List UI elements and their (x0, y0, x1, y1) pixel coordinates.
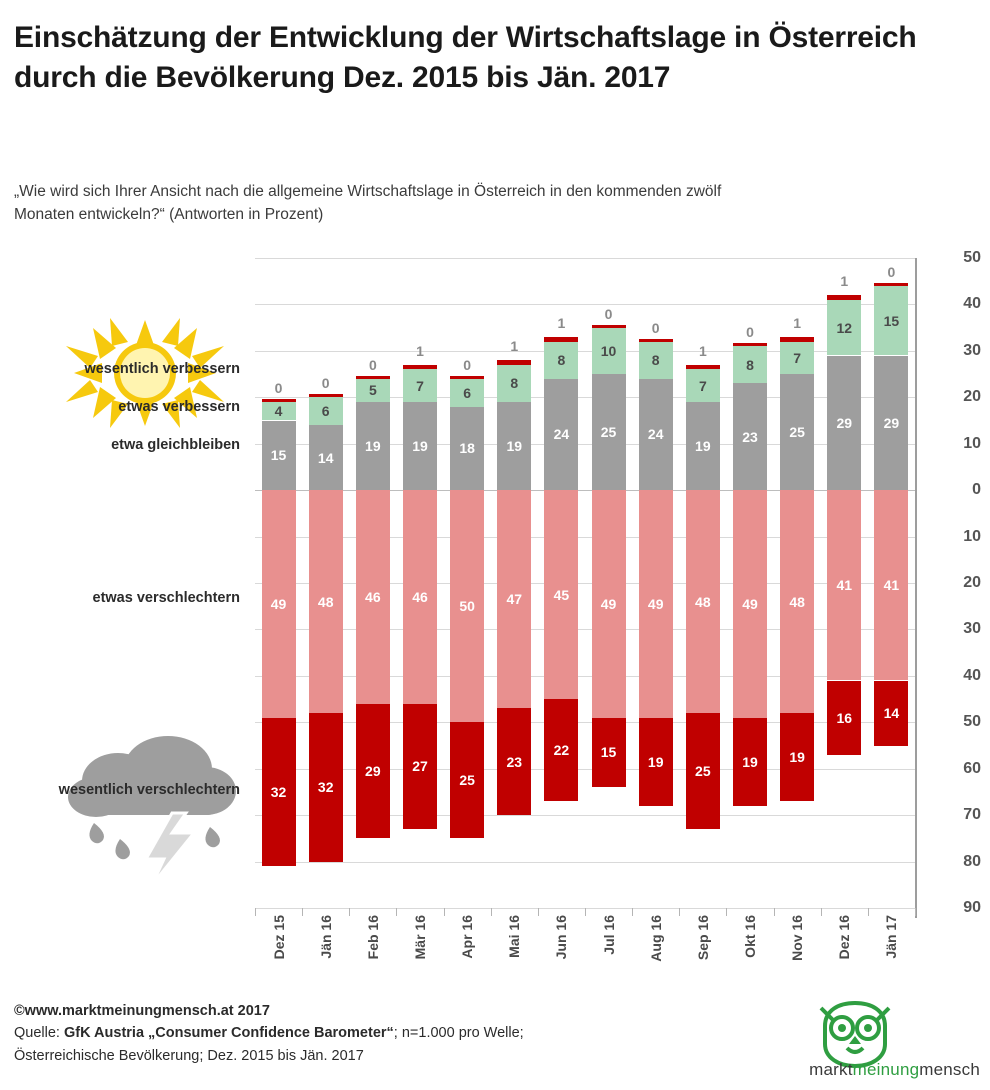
value-label-wesentlich-verbessern: 0 (463, 356, 472, 373)
value-label-wesentlich-verschlechtern: 19 (789, 749, 805, 766)
y-tick-label: 80 (963, 852, 981, 870)
value-label-etwas-verschlechtern: 46 (365, 588, 381, 605)
value-label-gleichbleiben: 25 (789, 424, 805, 441)
value-label-wesentlich-verbessern: 0 (274, 379, 283, 396)
value-label-etwas-verbessern: 8 (557, 352, 566, 369)
value-label-etwas-verbessern: 8 (510, 375, 519, 392)
value-label-gleichbleiben: 19 (412, 438, 428, 455)
legend-label-etwas-verbessern: etwas verbessern (118, 399, 240, 415)
y-tick-label: 40 (963, 666, 981, 684)
footer-source-suffix: ; n=1.000 pro Welle; (393, 1025, 524, 1042)
segment-wesentlich-verbessern (686, 365, 720, 370)
bar-column (544, 258, 578, 908)
segment-wesentlich-verbessern (874, 283, 908, 286)
logo-wordmark (735, 1060, 980, 1080)
value-label-wesentlich-verbessern: 1 (510, 338, 519, 355)
segment-wesentlich-verbessern (356, 376, 390, 379)
value-label-etwas-verschlechtern: 49 (742, 595, 758, 612)
y-tick-label: 50 (963, 713, 981, 731)
value-label-etwas-verbessern: 7 (416, 377, 424, 394)
value-label-gleichbleiben: 25 (600, 424, 617, 441)
x-tick-label: Jän 16 (317, 915, 334, 959)
segment-wesentlich-verbessern (262, 399, 296, 402)
legend-label-wesentlich-verschlechtern: wesentlich verschlechtern (58, 782, 240, 798)
value-label-wesentlich-verbessern: 1 (840, 273, 849, 290)
value-label-etwas-verbessern: 7 (793, 349, 802, 366)
logo-part3: mensch (919, 1060, 980, 1079)
footer-source (14, 1022, 714, 1044)
segment-wesentlich-verbessern (827, 295, 861, 300)
y-tick-label: 10 (963, 527, 981, 545)
bar-column (309, 258, 343, 908)
bar-column (450, 258, 484, 908)
value-label-gleichbleiben: 24 (553, 426, 570, 443)
y-tick-label: 20 (963, 388, 981, 406)
value-label-gleichbleiben: 15 (270, 447, 287, 464)
value-label-etwas-verschlechtern: 50 (459, 598, 475, 615)
value-label-wesentlich-verbessern: 0 (887, 263, 896, 280)
value-label-etwas-verbessern: 7 (698, 377, 707, 394)
x-tick-label: Mai 16 (506, 915, 523, 958)
value-label-gleichbleiben: 14 (317, 449, 334, 466)
value-label-etwas-verschlechtern: 45 (553, 586, 570, 603)
bar-column (356, 258, 390, 908)
x-tick-label: Nov 16 (789, 915, 806, 961)
value-label-wesentlich-verbessern: 1 (698, 342, 707, 359)
value-label-wesentlich-verschlechtern: 19 (742, 753, 758, 770)
plot-area (255, 258, 915, 908)
value-label-gleichbleiben: 24 (647, 426, 664, 443)
value-label-etwas-verschlechtern: 47 (506, 591, 523, 608)
value-label-wesentlich-verschlechtern: 23 (506, 753, 523, 770)
value-label-etwas-verbessern: 8 (746, 356, 754, 373)
value-label-wesentlich-verbessern: 1 (416, 342, 424, 359)
y-tick-label: 30 (963, 341, 981, 359)
value-label-etwas-verbessern: 5 (368, 382, 377, 399)
value-label-wesentlich-verbessern: 0 (321, 375, 330, 392)
value-label-gleichbleiben: 19 (506, 438, 523, 455)
segment-wesentlich-verbessern (403, 365, 437, 370)
logo-part1: markt (809, 1060, 853, 1079)
segment-wesentlich-verbessern (544, 337, 578, 342)
value-label-etwas-verschlechtern: 48 (695, 593, 711, 610)
segment-wesentlich-verbessern (733, 343, 767, 346)
y-tick-label: 30 (963, 620, 981, 638)
y-axis-tick-labels (915, 249, 985, 918)
value-label-wesentlich-verschlechtern: 16 (836, 709, 853, 726)
segment-wesentlich-verbessern (309, 394, 343, 397)
value-label-gleichbleiben: 19 (695, 438, 711, 455)
x-tick-label: Dez 16 (836, 915, 853, 960)
segment-wesentlich-verbessern (450, 376, 484, 379)
value-label-wesentlich-verschlechtern: 29 (365, 763, 381, 780)
value-label-gleichbleiben: 19 (365, 438, 381, 455)
logo-part2: meinung (852, 1060, 920, 1079)
value-label-etwas-verschlechtern: 46 (412, 588, 428, 605)
legend-label-etwas-verschlechtern: etwas verschlechtern (92, 590, 240, 606)
bar-column (827, 258, 861, 908)
value-label-etwas-verbessern: 10 (600, 342, 617, 359)
segment-wesentlich-verbessern (497, 360, 531, 365)
y-tick-label: 70 (963, 806, 981, 824)
value-label-gleichbleiben: 29 (836, 414, 853, 431)
value-label-gleichbleiben: 18 (459, 440, 475, 457)
segment-wesentlich-verbessern (639, 339, 673, 342)
bar-column (780, 258, 814, 908)
value-label-wesentlich-verbessern: 0 (651, 319, 660, 336)
bar-column (497, 258, 531, 908)
value-label-wesentlich-verschlechtern: 14 (883, 705, 900, 721)
x-tick-label: Mär 16 (412, 915, 428, 960)
value-label-etwas-verschlechtern: 49 (647, 595, 664, 612)
value-label-wesentlich-verschlechtern: 32 (270, 783, 287, 800)
value-label-wesentlich-verbessern: 0 (604, 305, 613, 322)
footer-source-bold: GfK Austria „Consumer Confidence Barometer“ (63, 1025, 394, 1042)
bar-column (733, 258, 767, 908)
value-label-etwas-verschlechtern: 48 (789, 593, 805, 610)
value-label-etwas-verbessern: 4 (274, 403, 283, 420)
value-label-gleichbleiben: 29 (883, 414, 900, 431)
footer (14, 1000, 714, 1067)
value-label-etwas-verschlechtern: 48 (317, 593, 334, 610)
bar-column (874, 258, 908, 908)
x-tick-label: Okt 16 (742, 915, 758, 958)
y-tick-label: 20 (963, 574, 981, 591)
value-label-etwas-verschlechtern: 41 (836, 577, 853, 594)
value-label-wesentlich-verbessern: 0 (746, 324, 754, 341)
bar-column (262, 258, 296, 908)
x-tick-label: Apr 16 (459, 915, 476, 959)
bar-column (639, 258, 673, 908)
x-tick-label: Jän 17 (883, 915, 900, 959)
footer-copyright: ©www.marktmeinungmensch.at 2017 (14, 1003, 270, 1019)
x-tick-label: Dez 15 (270, 915, 287, 960)
x-tick-label: Jul 16 (600, 915, 617, 955)
bar-column (686, 258, 720, 908)
value-label-wesentlich-verschlechtern: 27 (412, 758, 428, 775)
x-tick-label: Feb 16 (364, 915, 381, 960)
y-tick-label: 60 (963, 759, 981, 777)
segment-wesentlich-verbessern (780, 337, 814, 342)
x-tick-label: Aug 16 (647, 915, 664, 962)
value-label-wesentlich-verschlechtern: 25 (459, 772, 475, 789)
bar-group (255, 258, 915, 908)
value-label-wesentlich-verschlechtern: 25 (695, 763, 711, 780)
value-label-gleichbleiben: 23 (742, 428, 758, 445)
value-label-etwas-verbessern: 6 (321, 403, 330, 420)
thundercloud-icon (60, 735, 245, 885)
value-label-wesentlich-verschlechtern: 32 (317, 779, 334, 796)
value-label-wesentlich-verschlechtern: 19 (647, 753, 664, 770)
y-tick-label: 50 (963, 249, 981, 266)
value-label-wesentlich-verbessern: 0 (368, 356, 377, 373)
y-tick-label: 40 (963, 295, 981, 313)
value-label-wesentlich-verschlechtern: 22 (553, 742, 570, 759)
footer-source-prefix: Quelle: (14, 1025, 64, 1042)
value-label-wesentlich-verbessern: 1 (557, 314, 566, 331)
value-label-etwas-verschlechtern: 41 (883, 577, 900, 594)
x-tick-label: Sep 16 (694, 915, 711, 961)
y-tick-label: 10 (963, 434, 981, 452)
value-label-etwas-verbessern: 8 (651, 352, 660, 369)
value-label-etwas-verschlechtern: 49 (600, 595, 617, 612)
bar-column (592, 258, 626, 908)
footer-population: Österreichische Bevölkerung; Dez. 2015 bis Jän. 2017 (14, 1047, 364, 1064)
legend-label-wesentlich-verbessern: wesentlich verbessern (84, 361, 240, 377)
value-label-wesentlich-verbessern: 1 (793, 314, 802, 331)
value-label-etwas-verbessern: 15 (883, 312, 900, 329)
segment-wesentlich-verbessern (592, 325, 626, 328)
value-label-etwas-verschlechtern: 49 (270, 595, 287, 612)
value-label-wesentlich-verschlechtern: 15 (600, 744, 617, 761)
chart-subtitle: „Wie wird sich Ihrer Ansicht nach die allgemeine Wirtschaftslage in Österreich in den kommenden zwölf Monaten entwickeln?“ (Antworten in Prozent) (14, 183, 722, 224)
y-tick-label: 0 (972, 481, 981, 499)
value-label-etwas-verbessern: 6 (463, 384, 472, 401)
page-title: Einschätzung der Entwicklung der Wirtschaftslage in Österreich durch die Bevölkerung Dez. 2015 bis Jän. 2017 (14, 21, 917, 94)
bar-column (403, 258, 437, 908)
y-tick-label: 90 (963, 899, 981, 916)
x-tick-label: Jun 16 (553, 915, 570, 960)
value-label-etwas-verbessern: 12 (836, 319, 853, 336)
legend-label-etwa-gleichbleiben: etwa gleichbleiben (111, 437, 240, 453)
